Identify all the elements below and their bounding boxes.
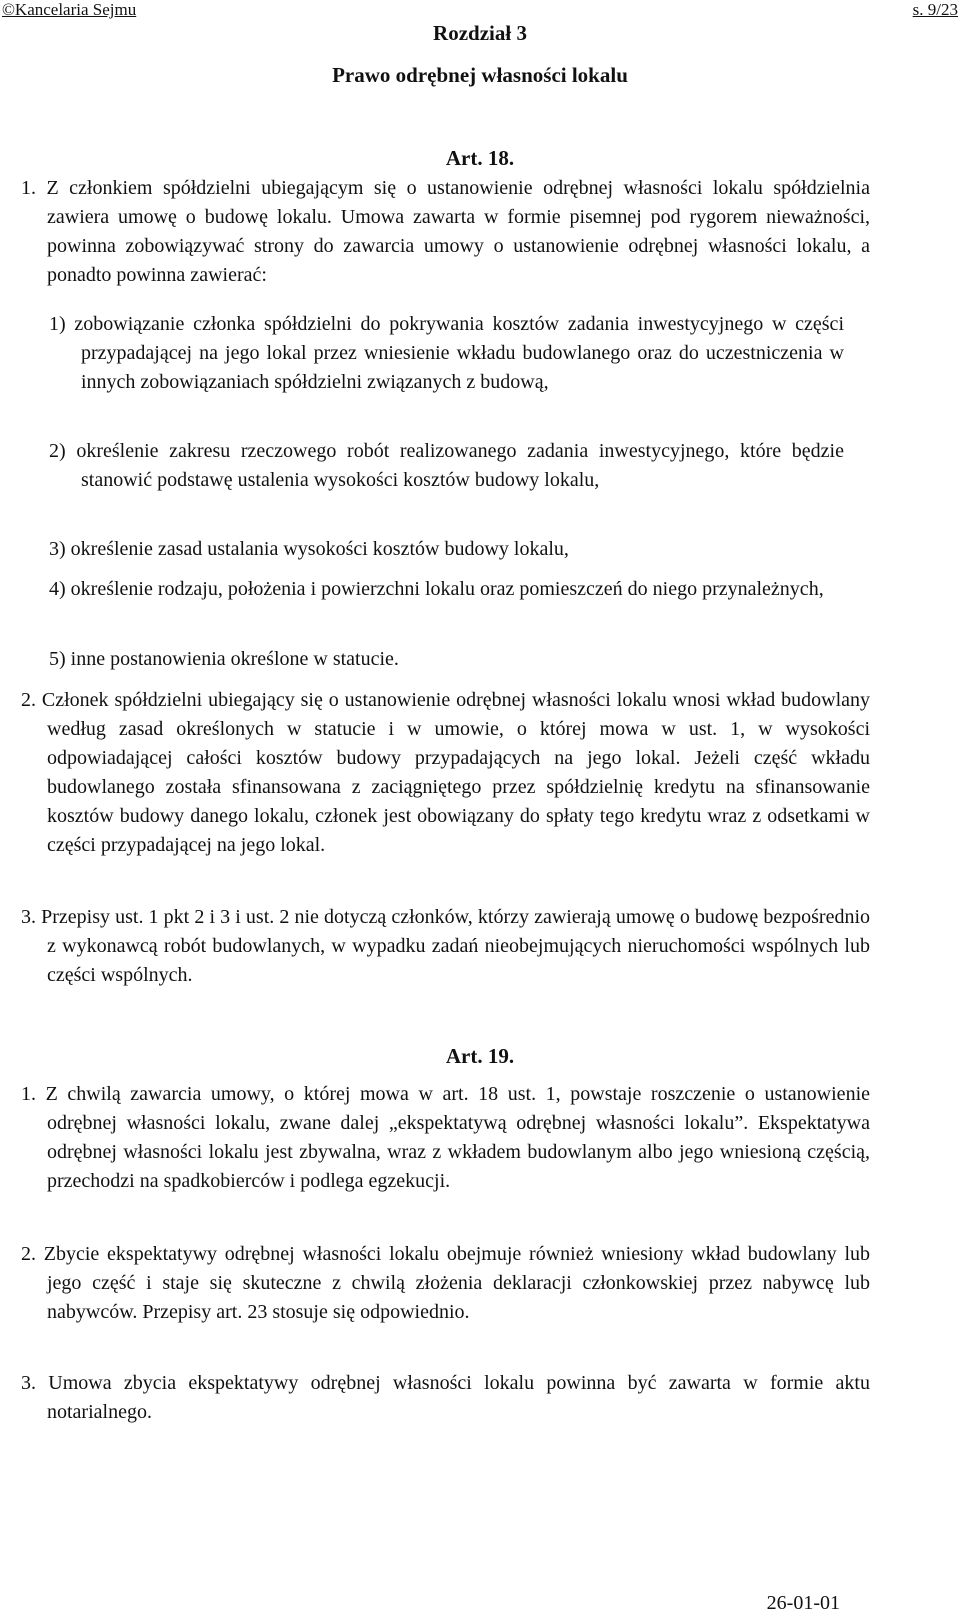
chapter-subtitle: Prawo odrębnej własności lokalu <box>332 63 628 87</box>
art18-item-5: 5) inne postanowienia określone w statucie. <box>49 648 399 670</box>
article-18-title: Art. 18. <box>445 146 515 170</box>
art18-paragraph-3: 3. Przepisy ust. 1 pkt 2 i 3 i ust. 2 nie dotyczą członków, którzy zawierają umowę o budowę bezpośrednio z wykonawcą robót budowlanych, w wypadku zadań nieobejmujących nieruchomości wspólnych lub części wspólnych. <box>21 906 870 986</box>
article-19-title: Art. 19. <box>445 1044 515 1068</box>
chapter-title: Rozdział 3 <box>433 21 527 45</box>
art18-item-1: 1) zobowiązanie członka spółdzielni do pokrywania kosztów zadania inwestycyjnego w części przypadającej na jego lokal przez wniesienie wkładu budowlanego oraz do uczestniczenia w innych zobowiązaniach spółdzielni związanych z budową, <box>49 313 844 393</box>
page-header <box>0 0 960 22</box>
art18-item-4: 4) określenie rodzaju, położenia i powierzchni lokalu oraz pomieszczeń do niego przynależnych, <box>49 578 824 600</box>
document-code: 26-01-01 <box>766 1592 840 1614</box>
art18-item-2: 2) określenie zakresu rzeczowego robót realizowanego zadania inwestycyjnego, które będzie stanowić podstawę ustalenia wysokości kosztów budowy lokalu, <box>49 440 844 491</box>
art19-paragraph-3: 3. Umowa zbycia ekspektatywy odrębnej własności lokalu powinna być zawarta w formie aktu notarialnego. <box>21 1372 870 1423</box>
art19-paragraph-1: 1. Z chwilą zawarcia umowy, o której mowa w art. 18 ust. 1, powstaje roszczenie o ustanowienie odrębnej własności lokalu, zwane dalej „ekspektatywą odrębnej własności lokalu”. Ekspektatywa odrębnej własności lokalu jest zbywalna, wraz z wkładem budowlanym albo jego wniesioną częścią, przechodzi na spadkobierców i podlega egzekucji. <box>21 1083 870 1192</box>
art18-item-3: 3) określenie zasad ustalania wysokości kosztów budowy lokalu, <box>49 538 569 560</box>
copyright-link[interactable]: ©Kancelaria Sejmu <box>2 0 137 19</box>
art18-paragraph-1: 1. Z członkiem spółdzielni ubiegającym się o ustanowienie odrębnej własności lokalu spółdzielnia zawiera umowę o budowę lokalu. Umowa zawarta w formie pisemnej pod rygorem nieważności, powinna zobowiązywać strony do zawarcia umowy o ustanowienie odrębnej własności lokalu, a ponadto powinna zawierać: <box>21 177 870 286</box>
page-number-link[interactable]: s. 9/23 <box>912 0 958 19</box>
art19-paragraph-2: 2. Zbycie ekspektatywy odrębnej własności lokalu obejmuje również wniesiony wkład budowlany lub jego część i staje się skuteczne z chwilą złożenia deklaracji członkowskiej przez nabywcę lub nabywców. Przepisy art. 23 stosuje się odpowiednio. <box>21 1243 870 1323</box>
art18-paragraph-2: 2. Członek spółdzielni ubiegający się o ustanowienie odrębnej własności lokalu wnosi wkład budowlany według zasad określonych w statucie i w umowie, o której mowa w ust. 1, w wysokości odpowiadającej całości kosztów budowy przypadających na jego lokal. Jeżeli część wkładu budowlanego została sfinansowana z zaciągniętego przez spółdzielnię kredytu na sfinansowanie kosztów budowy danego lokalu, członek jest obowiązany do spłaty tego kredytu wraz z odsetkami w części przypadającej na jego lokal. <box>21 689 870 856</box>
